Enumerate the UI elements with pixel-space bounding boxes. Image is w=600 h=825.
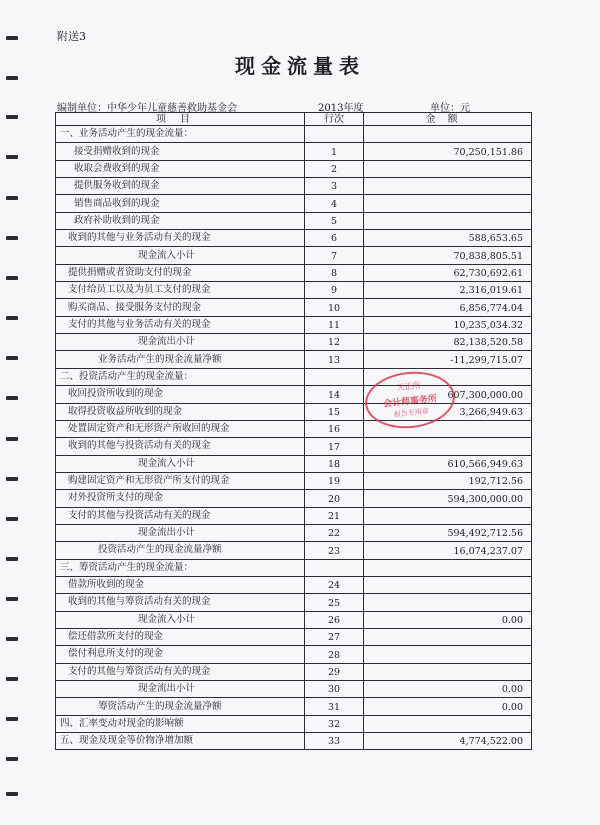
- row-amount: 3,266,949.63: [364, 403, 532, 420]
- row-amount: 82,138,520.58: [364, 334, 532, 351]
- header-item: 项目: [56, 113, 305, 126]
- row-item-label: 收到的其他与业务活动有关的现金: [56, 230, 305, 247]
- table-row: [56, 594, 532, 611]
- row-item-label: 现金流入小计: [56, 611, 305, 628]
- row-amount: 0.00: [364, 698, 532, 715]
- binder-mark: [6, 155, 18, 159]
- row-number: 9: [305, 282, 364, 299]
- row-item-label: 现金流出小计: [56, 334, 305, 351]
- row-number: 4: [305, 195, 364, 212]
- row-number: 23: [305, 542, 364, 559]
- row-amount: 2,316,019.61: [364, 282, 532, 299]
- accounting-firm-seal: [362, 367, 457, 432]
- table-row: [56, 160, 532, 177]
- row-amount: 4,774,522.00: [364, 733, 532, 750]
- table-row: [56, 178, 532, 195]
- table-row: [56, 351, 532, 368]
- row-number: 12: [305, 334, 364, 351]
- row-amount: [364, 663, 532, 680]
- binder-mark: [6, 792, 18, 796]
- row-amount: [364, 212, 532, 229]
- binder-mark: [6, 517, 18, 521]
- row-amount: 588,653.65: [364, 230, 532, 247]
- row-item-label: 偿还借款所支付的现金: [56, 628, 305, 645]
- row-amount: [364, 576, 532, 593]
- row-number: 16: [305, 420, 364, 437]
- table-row: [56, 472, 532, 489]
- table-row: [56, 299, 532, 316]
- row-item-label: 现金流入小计: [56, 455, 305, 472]
- row-amount: 70,838,805.51: [364, 247, 532, 264]
- binder-mark: [6, 396, 18, 400]
- row-number: 24: [305, 576, 364, 593]
- table-row: [56, 524, 532, 541]
- row-number: 10: [305, 299, 364, 316]
- row-item-label: 一、业务活动产生的现金流量：: [56, 126, 305, 143]
- table-row: [56, 733, 532, 750]
- row-item-label: 投资活动产生的现金流量净额: [56, 542, 305, 559]
- table-row: [56, 611, 532, 628]
- table-row: [56, 126, 532, 143]
- seal-text-bottom: 报告专用章: [393, 407, 430, 419]
- row-amount: [364, 646, 532, 663]
- row-number: 15: [305, 403, 364, 420]
- row-number: 6: [305, 230, 364, 247]
- table-row: [56, 368, 532, 385]
- row-number: 28: [305, 646, 364, 663]
- row-item-label: 收到的其他与投资活动有关的现金: [56, 438, 305, 455]
- row-item-label: 支付的其他与业务活动有关的现金: [56, 316, 305, 333]
- table-row: [56, 646, 532, 663]
- row-item-label: 现金流入小计: [56, 247, 305, 264]
- row-number: 7: [305, 247, 364, 264]
- binder-mark: [6, 717, 18, 721]
- table-row: [56, 681, 532, 698]
- row-item-label: 现金流出小计: [56, 524, 305, 541]
- row-amount: 192,712.56: [364, 472, 532, 489]
- row-item-label: 提供捐赠或者资助支付的现金: [56, 264, 305, 281]
- row-item-label: 四、汇率变动对现金的影响额: [56, 715, 305, 732]
- row-number: 29: [305, 663, 364, 680]
- row-amount: [364, 559, 532, 576]
- table-row: [56, 576, 532, 593]
- row-item-label: 收回投资所收到的现金: [56, 386, 305, 403]
- row-amount: 594,300,000.00: [364, 490, 532, 507]
- binder-mark: [6, 437, 18, 441]
- table-row: [56, 663, 532, 680]
- row-item-label: 接受捐赠收到的现金: [56, 143, 305, 160]
- row-amount: [364, 195, 532, 212]
- table-row: [56, 490, 532, 507]
- row-amount: [364, 160, 532, 177]
- row-item-label: 收到的其他与筹资活动有关的现金: [56, 594, 305, 611]
- binder-mark: [6, 597, 18, 601]
- table-row: [56, 195, 532, 212]
- row-item-label: 销售商品收到的现金: [56, 195, 305, 212]
- binder-mark: [6, 115, 18, 119]
- year-label: 2013年度: [318, 103, 364, 114]
- table-row: [56, 559, 532, 576]
- binder-mark: [6, 677, 18, 681]
- table-row: [56, 386, 532, 403]
- row-amount: 10,235,034.32: [364, 316, 532, 333]
- row-number: 11: [305, 316, 364, 333]
- page-title: 现金流量表: [235, 54, 365, 78]
- binder-mark: [6, 316, 18, 320]
- row-amount: [364, 594, 532, 611]
- table-row: [56, 143, 532, 160]
- row-amount: [364, 178, 532, 195]
- row-item-label: 购买商品、接受服务支付的现金: [56, 299, 305, 316]
- row-item-label: 业务活动产生的现金流量净额: [56, 351, 305, 368]
- row-amount: 594,492,712.56: [364, 524, 532, 541]
- row-item-label: 取得投资收益所收到的现金: [56, 403, 305, 420]
- row-number: 25: [305, 594, 364, 611]
- table-row: [56, 282, 532, 299]
- row-number: 27: [305, 628, 364, 645]
- row-amount: -11,299,715.07: [364, 351, 532, 368]
- row-amount: 610,566,949.63: [364, 455, 532, 472]
- row-item-label: 购建固定资产和无形资产所支付的现金: [56, 472, 305, 489]
- table-row: [56, 247, 532, 264]
- table-row: [56, 264, 532, 281]
- row-item-label: 对外投资所支付的现金: [56, 490, 305, 507]
- table-row: [56, 230, 532, 247]
- row-amount: [364, 126, 532, 143]
- binder-mark: [6, 477, 18, 481]
- cash-flow-table: [55, 112, 532, 750]
- table-row: [56, 698, 532, 715]
- row-amount: 6,856,774.04: [364, 299, 532, 316]
- table-row: [56, 507, 532, 524]
- table-row: [56, 715, 532, 732]
- row-number: 30: [305, 681, 364, 698]
- binder-mark: [6, 196, 18, 200]
- row-item-label: 支付的其他与筹资活动有关的现金: [56, 663, 305, 680]
- row-number: 17: [305, 438, 364, 455]
- row-item-label: 偿付利息所支付的现金: [56, 646, 305, 663]
- attachment-label: 附送3: [57, 30, 86, 43]
- table-body: [56, 126, 532, 750]
- row-number: 21: [305, 507, 364, 524]
- row-item-label: 政府补助收到的现金: [56, 212, 305, 229]
- row-amount: 62,730,692.61: [364, 264, 532, 281]
- row-number: 8: [305, 264, 364, 281]
- row-number: 26: [305, 611, 364, 628]
- table-header-row: [56, 113, 532, 126]
- row-item-label: 借款所收到的现金: [56, 576, 305, 593]
- row-number: 3: [305, 178, 364, 195]
- header-row-no: 行次: [305, 113, 364, 126]
- row-item-label: 五、现金及现金等价物净增加额: [56, 733, 305, 750]
- row-item-label: 支付给员工以及为员工支付的现金: [56, 282, 305, 299]
- binder-mark: [6, 236, 18, 240]
- row-item-label: 提供服务收到的现金: [56, 178, 305, 195]
- binder-mark: [6, 356, 18, 360]
- row-number: 1: [305, 143, 364, 160]
- unit-label: 单位：元: [430, 103, 470, 114]
- binder-mark: [6, 276, 18, 280]
- row-amount: [364, 628, 532, 645]
- row-number: 2: [305, 160, 364, 177]
- row-number: [305, 559, 364, 576]
- row-number: 13: [305, 351, 364, 368]
- row-amount: [364, 507, 532, 524]
- row-number: 33: [305, 733, 364, 750]
- row-number: 22: [305, 524, 364, 541]
- binder-mark: [6, 557, 18, 561]
- binder-mark: [6, 637, 18, 641]
- row-item-label: 收取会费收到的现金: [56, 160, 305, 177]
- row-item-label: 二、投资活动产生的现金流量：: [56, 368, 305, 385]
- row-item-label: 处置固定资产和无形资产所收回的现金: [56, 420, 305, 437]
- table-row: [56, 420, 532, 437]
- table-row: [56, 334, 532, 351]
- row-amount: 0.00: [364, 681, 532, 698]
- org-label: 编制单位：中华少年儿童慈善救助基金会: [57, 103, 237, 114]
- table-row: [56, 628, 532, 645]
- row-item-label: 支付的其他与投资活动有关的现金: [56, 507, 305, 524]
- row-number: 31: [305, 698, 364, 715]
- binder-edge: [4, 20, 20, 810]
- row-amount: [364, 438, 532, 455]
- row-amount: 0.00: [364, 611, 532, 628]
- row-number: 14: [305, 386, 364, 403]
- seal-text-main: 会计师事务所: [382, 394, 438, 410]
- row-amount: 70,250,151.86: [364, 143, 532, 160]
- row-amount: 16,074,237.07: [364, 542, 532, 559]
- row-amount: 607,300,000.00: [364, 386, 532, 403]
- table-row: [56, 212, 532, 229]
- row-item-label: 筹资活动产生的现金流量净额: [56, 698, 305, 715]
- table-row: [56, 455, 532, 472]
- row-number: 20: [305, 490, 364, 507]
- row-number: 18: [305, 455, 364, 472]
- row-number: 5: [305, 212, 364, 229]
- row-number: 32: [305, 715, 364, 732]
- row-item-label: 现金流出小计: [56, 681, 305, 698]
- binder-mark: [6, 36, 18, 40]
- row-amount: [364, 715, 532, 732]
- table-row: [56, 316, 532, 333]
- table-row: [56, 438, 532, 455]
- table-row: [56, 542, 532, 559]
- seal-text-top: 天正所: [396, 380, 421, 393]
- row-number: [305, 126, 364, 143]
- row-number: [305, 368, 364, 385]
- binder-mark: [6, 757, 18, 761]
- header-amount: 金额: [364, 113, 532, 126]
- table-row: [56, 403, 532, 420]
- row-item-label: 三、筹资活动产生的现金流量：: [56, 559, 305, 576]
- row-number: 19: [305, 472, 364, 489]
